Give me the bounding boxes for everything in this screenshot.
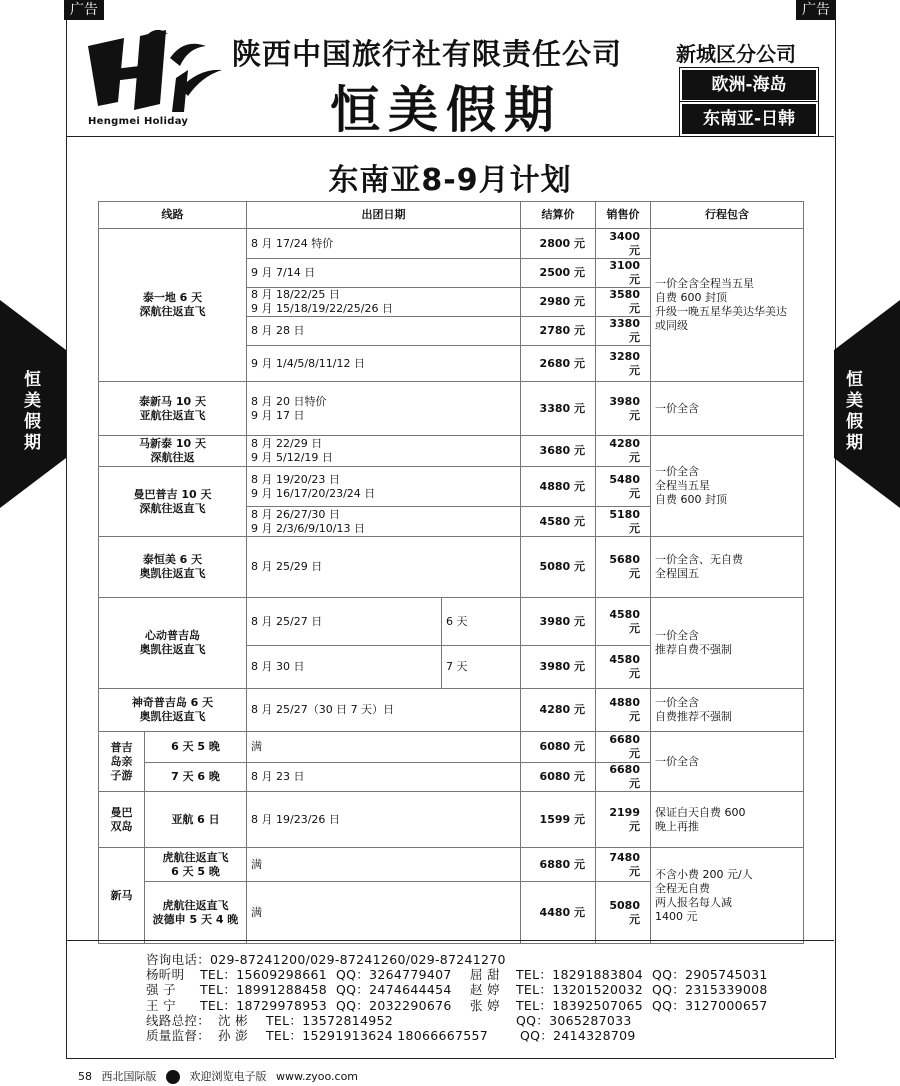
- settle-price: 1599 元: [521, 792, 596, 848]
- contact-tel: TEL：18291883804: [516, 967, 643, 983]
- date-cell: 9 月 1/4/5/8/11/12 日: [247, 346, 521, 382]
- route-cell: 泰一地 6 天 深航往返直飞: [99, 229, 247, 382]
- side-tab-right: [834, 300, 900, 508]
- branch-name: 新城区分公司: [676, 42, 796, 66]
- sale-price: 5180 元: [596, 507, 651, 537]
- settle-price: 3980 元: [521, 646, 596, 689]
- table-row: [99, 229, 804, 259]
- table-row: [99, 436, 804, 467]
- table-row: [99, 689, 804, 732]
- table-row: [99, 382, 804, 436]
- includes-cell: 一价全含、无自费 全程国五: [651, 537, 804, 598]
- contact-qq: QQ：3127000657: [652, 997, 768, 1013]
- includes-cell: 一价全含全程当五星 自费 600 封顶 升级一晚五星华美达华美达 或同级: [651, 229, 804, 382]
- settle-price: 4880 元: [521, 467, 596, 507]
- contact-tel: TEL：18392507065: [516, 997, 643, 1013]
- includes-cell: 不含小费 200 元/人 全程无自费 两人报名每人减 1400 元: [651, 848, 804, 944]
- contact-separator: [66, 940, 834, 941]
- date-cell: 满: [247, 882, 521, 944]
- publication-name: 西北国际版: [101, 1070, 157, 1083]
- side-label-left: 恒美假期: [24, 370, 41, 453]
- sale-price: 3400 元: [596, 229, 651, 259]
- contact-name: 强 子: [146, 982, 176, 998]
- sale-price: 4280 元: [596, 436, 651, 467]
- date-cell: 满: [247, 732, 521, 763]
- footer: [78, 1068, 364, 1084]
- header-date: 出团日期: [247, 202, 521, 229]
- sub-route-cell: 虎航往返直飞 波德申 5 天 4 晚: [145, 882, 247, 944]
- settle-price: 4480 元: [521, 882, 596, 944]
- contact-qq: QQ：2474644454: [336, 982, 452, 998]
- company-name: 陕西中国旅行社有限责任公司: [232, 37, 623, 71]
- settle-price: 6080 元: [521, 732, 596, 763]
- route-cell: 泰新马 10 天 亚航往返直飞: [99, 382, 247, 436]
- date-cell: 8 月 20 日特价 9 月 17 日: [247, 382, 521, 436]
- sub-route-cell: 亚航 6 日: [145, 792, 247, 848]
- days-cell: 7 天: [442, 646, 521, 689]
- side-tab-left: [0, 300, 66, 508]
- table-row: [99, 732, 804, 763]
- includes-cell: 一价全含 全程当五星 自费 600 封顶: [651, 436, 804, 537]
- contact-tel: TEL：15609298661: [200, 967, 327, 983]
- includes-cell: 保证白天自费 600 晚上再推: [651, 792, 804, 848]
- consult-phone: 咨询电话：029-87241200/029-87241260/029-87241270: [146, 952, 506, 967]
- sale-price: 5080 元: [596, 882, 651, 944]
- settle-price: 2800 元: [521, 229, 596, 259]
- route-cell: 神奇普吉岛 6 天 奥凯往返直飞: [99, 689, 247, 732]
- sale-price: 3380 元: [596, 317, 651, 346]
- sub-route-cell: 虎航往返直飞 6 天 5 晚: [145, 848, 247, 882]
- tag-southeast-asia: 东南亚-日韩: [680, 102, 818, 136]
- settle-price: 6880 元: [521, 848, 596, 882]
- contact-tel: TEL：13201520032: [516, 982, 643, 998]
- includes-cell: 一价全含: [651, 382, 804, 436]
- footer-line: [66, 1058, 834, 1059]
- contact-name: 孙 澎: [218, 1027, 248, 1043]
- settle-price: 6080 元: [521, 763, 596, 792]
- settle-price: 4280 元: [521, 689, 596, 732]
- sale-price: 3280 元: [596, 346, 651, 382]
- settle-price: 3980 元: [521, 598, 596, 646]
- contact-qq: QQ：2414328709: [520, 1027, 636, 1043]
- sub-route-cell: 6 天 5 晚: [145, 732, 247, 763]
- sale-price: 7480 元: [596, 848, 651, 882]
- settle-price: 2500 元: [521, 259, 596, 288]
- route-cell: 泰恒美 6 天 奥凯往返直飞: [99, 537, 247, 598]
- contact-qq: QQ：2315339008: [652, 982, 768, 998]
- table-row: [99, 848, 804, 882]
- sale-price: 3980 元: [596, 382, 651, 436]
- page-title: 东南亚8-9月计划: [328, 163, 572, 198]
- includes-cell: 一价全含 推荐自费不强制: [651, 598, 804, 689]
- contact-qq: QQ：2032290676: [336, 997, 452, 1013]
- contact-name: 张 婷: [470, 997, 500, 1013]
- table-row: [99, 792, 804, 848]
- date-cell: 8 月 26/27/30 日 9 月 2/3/6/9/10/13 日: [247, 507, 521, 537]
- settle-price: 5080 元: [521, 537, 596, 598]
- route-cell: 马新泰 10 天 深航往返: [99, 436, 247, 467]
- group-cell: 新马: [99, 848, 145, 944]
- route-cell: 心动普吉岛 奥凯往返直飞: [99, 598, 247, 689]
- contact-name: 屈 甜: [470, 967, 500, 983]
- sale-price: 5480 元: [596, 467, 651, 507]
- logo-text: Hengmei Holiday: [88, 116, 189, 127]
- ad-label-right: 广告: [796, 0, 836, 20]
- sub-route-cell: 7 天 6 晚: [145, 763, 247, 792]
- date-cell: 8 月 30 日: [247, 646, 442, 689]
- days-cell: 6 天: [442, 598, 521, 646]
- group-cell: 曼巴 双岛: [99, 792, 145, 848]
- date-cell: 8 月 23 日: [247, 763, 521, 792]
- includes-cell: 一价全含 自费推荐不强制: [651, 689, 804, 732]
- brand-name: 恒美假期: [330, 81, 562, 139]
- contact-role: 质量监督：: [146, 1027, 211, 1043]
- contact-tel: TEL：18729978953: [200, 997, 327, 1013]
- contact-qq: QQ：3264779407: [336, 967, 452, 983]
- header-sale-price: 销售价: [596, 202, 651, 229]
- header-route: 线路: [99, 202, 247, 229]
- date-cell: 8 月 22/29 日 9 月 5/12/19 日: [247, 436, 521, 467]
- welcome-text: 欢迎浏览电子版: [189, 1070, 267, 1083]
- settle-price: 2780 元: [521, 317, 596, 346]
- contact-tel: TEL：13572814952: [266, 1012, 393, 1028]
- table-header-row: [99, 202, 804, 229]
- table-row: [99, 598, 804, 646]
- header-settle-price: 结算价: [521, 202, 596, 229]
- page-number: 58: [78, 1070, 92, 1083]
- publisher-logo-icon: [166, 1070, 180, 1084]
- sale-price: 5680 元: [596, 537, 651, 598]
- date-cell: 8 月 18/22/25 日 9 月 15/18/19/22/25/26 日: [247, 288, 521, 317]
- includes-cell: 一价全含: [651, 732, 804, 792]
- date-cell: 8 月 25/27（30 日 7 天）日: [247, 689, 521, 732]
- sale-price: 4880 元: [596, 689, 651, 732]
- ad-label-left: 广告: [64, 0, 104, 20]
- route-cell: 曼巴普吉 10 天 深航往返直飞: [99, 467, 247, 537]
- date-cell: 8 月 25/29 日: [247, 537, 521, 598]
- tag-europe-island: 欧洲-海岛: [680, 68, 818, 102]
- sale-price: 4580 元: [596, 646, 651, 689]
- table-row: [99, 537, 804, 598]
- group-cell: 普吉 岛亲 子游: [99, 732, 145, 792]
- date-cell: 8 月 17/24 特价: [247, 229, 521, 259]
- settle-price: 2980 元: [521, 288, 596, 317]
- date-cell: 8 月 19/20/23 日 9 月 16/17/20/23/24 日: [247, 467, 521, 507]
- contact-name: 沈 彬: [218, 1012, 248, 1028]
- sale-price: 2199 元: [596, 792, 651, 848]
- date-cell: 9 月 7/14 日: [247, 259, 521, 288]
- website-link[interactable]: www.zyoo.com: [276, 1070, 359, 1083]
- settle-price: 4580 元: [521, 507, 596, 537]
- sale-price: 6680 元: [596, 763, 651, 792]
- contact-name: 赵 婷: [470, 982, 500, 998]
- contact-name: 杨昕明: [146, 967, 185, 983]
- contact-qq: QQ：2905745031: [652, 967, 768, 983]
- contact-tel: TEL：15291913624 18066667557: [266, 1027, 489, 1043]
- contact-qq: QQ：3065287033: [516, 1012, 632, 1028]
- tour-plan-table: [98, 201, 804, 944]
- header-includes: 行程包含: [651, 202, 804, 229]
- contact-name: 王 宁: [146, 997, 176, 1013]
- date-cell: 8 月 25/27 日: [247, 598, 442, 646]
- sale-price: 3580 元: [596, 288, 651, 317]
- contact-role: 线路总控：: [146, 1012, 211, 1028]
- date-cell: 满: [247, 848, 521, 882]
- side-label-right: 恒美假期: [846, 370, 863, 453]
- settle-price: 3380 元: [521, 382, 596, 436]
- settle-price: 2680 元: [521, 346, 596, 382]
- date-cell: 8 月 19/23/26 日: [247, 792, 521, 848]
- date-cell: 8 月 28 日: [247, 317, 521, 346]
- settle-price: 3680 元: [521, 436, 596, 467]
- sale-price: 4580 元: [596, 598, 651, 646]
- sale-price: 3100 元: [596, 259, 651, 288]
- contact-tel: TEL：18991288458: [200, 982, 327, 998]
- sale-price: 6680 元: [596, 732, 651, 763]
